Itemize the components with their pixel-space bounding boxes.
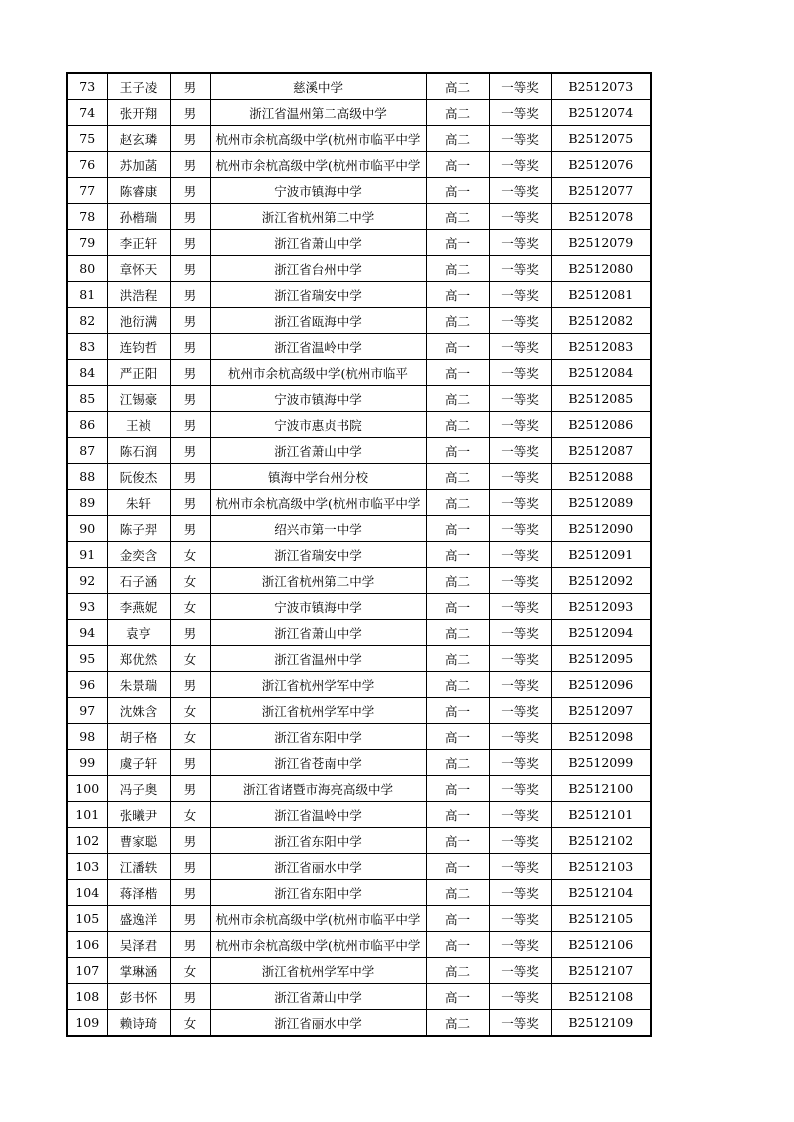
grade-cell: 高一 (426, 854, 489, 880)
student-name-cell: 彭书怀 (107, 984, 170, 1010)
school-cell: 镇海中学台州分校 (210, 464, 426, 490)
student-name-cell: 胡子格 (107, 724, 170, 750)
certificate-number-cell: B2512093 (551, 594, 651, 620)
table-row (67, 490, 651, 516)
table-row (67, 464, 651, 490)
grade-cell: 高二 (426, 620, 489, 646)
row-number-cell: 99 (67, 750, 107, 776)
row-number-cell: 74 (67, 100, 107, 126)
gender-cell: 男 (170, 932, 210, 958)
award-level-cell: 一等奖 (489, 230, 551, 256)
row-number-cell: 80 (67, 256, 107, 282)
table-row (67, 932, 651, 958)
award-list-table (66, 72, 652, 1037)
row-number-cell: 98 (67, 724, 107, 750)
gender-cell: 男 (170, 516, 210, 542)
grade-cell: 高二 (426, 412, 489, 438)
row-number-cell: 100 (67, 776, 107, 802)
table-row (67, 204, 651, 230)
gender-cell: 男 (170, 178, 210, 204)
grade-cell: 高一 (426, 282, 489, 308)
gender-cell: 男 (170, 204, 210, 230)
certificate-number-cell: B2512088 (551, 464, 651, 490)
certificate-number-cell: B2512109 (551, 1010, 651, 1037)
student-name-cell: 蒋泽楷 (107, 880, 170, 906)
grade-cell: 高二 (426, 750, 489, 776)
grade-cell: 高二 (426, 386, 489, 412)
gender-cell: 男 (170, 230, 210, 256)
row-number-cell: 105 (67, 906, 107, 932)
table-row (67, 672, 651, 698)
student-name-cell: 吴泽君 (107, 932, 170, 958)
student-name-cell: 金奕含 (107, 542, 170, 568)
award-level-cell: 一等奖 (489, 568, 551, 594)
school-cell: 浙江省萧山中学 (210, 620, 426, 646)
row-number-cell: 84 (67, 360, 107, 386)
certificate-number-cell: B2512087 (551, 438, 651, 464)
award-level-cell: 一等奖 (489, 256, 551, 282)
certificate-number-cell: B2512103 (551, 854, 651, 880)
row-number-cell: 107 (67, 958, 107, 984)
award-level-cell: 一等奖 (489, 73, 551, 100)
table-row (67, 360, 651, 386)
award-level-cell: 一等奖 (489, 178, 551, 204)
row-number-cell: 81 (67, 282, 107, 308)
certificate-number-cell: B2512084 (551, 360, 651, 386)
student-name-cell: 严正阳 (107, 360, 170, 386)
award-level-cell: 一等奖 (489, 412, 551, 438)
student-name-cell: 盛逸洋 (107, 906, 170, 932)
school-cell: 杭州市余杭高级中学(杭州市临平中学 (210, 490, 426, 516)
student-name-cell: 袁亨 (107, 620, 170, 646)
award-level-cell: 一等奖 (489, 620, 551, 646)
award-level-cell: 一等奖 (489, 906, 551, 932)
certificate-number-cell: B2512091 (551, 542, 651, 568)
award-level-cell: 一等奖 (489, 126, 551, 152)
student-name-cell: 朱轩 (107, 490, 170, 516)
award-level-cell: 一等奖 (489, 646, 551, 672)
student-name-cell: 王子凌 (107, 73, 170, 100)
grade-cell: 高一 (426, 724, 489, 750)
table-row (67, 646, 651, 672)
row-number-cell: 87 (67, 438, 107, 464)
student-name-cell: 朱景瑞 (107, 672, 170, 698)
certificate-number-cell: B2512086 (551, 412, 651, 438)
student-name-cell: 赵玄璘 (107, 126, 170, 152)
certificate-number-cell: B2512108 (551, 984, 651, 1010)
gender-cell: 男 (170, 360, 210, 386)
award-level-cell: 一等奖 (489, 776, 551, 802)
grade-cell: 高一 (426, 828, 489, 854)
certificate-number-cell: B2512107 (551, 958, 651, 984)
certificate-number-cell: B2512083 (551, 334, 651, 360)
student-name-cell: 阮俊杰 (107, 464, 170, 490)
student-name-cell: 郑优然 (107, 646, 170, 672)
student-name-cell: 江潘轶 (107, 854, 170, 880)
table-row (67, 880, 651, 906)
certificate-number-cell: B2512082 (551, 308, 651, 334)
gender-cell: 女 (170, 802, 210, 828)
table-row (67, 386, 651, 412)
gender-cell: 男 (170, 776, 210, 802)
certificate-number-cell: B2512095 (551, 646, 651, 672)
grade-cell: 高一 (426, 906, 489, 932)
gender-cell: 女 (170, 1010, 210, 1037)
grade-cell: 高一 (426, 802, 489, 828)
school-cell: 浙江省东阳中学 (210, 724, 426, 750)
gender-cell: 男 (170, 126, 210, 152)
row-number-cell: 104 (67, 880, 107, 906)
grade-cell: 高一 (426, 178, 489, 204)
grade-cell: 高二 (426, 672, 489, 698)
school-cell: 浙江省瑞安中学 (210, 282, 426, 308)
table-row (67, 412, 651, 438)
school-cell: 慈溪中学 (210, 73, 426, 100)
certificate-number-cell: B2512094 (551, 620, 651, 646)
student-name-cell: 陈石润 (107, 438, 170, 464)
student-name-cell: 池衍满 (107, 308, 170, 334)
table-row (67, 698, 651, 724)
grade-cell: 高一 (426, 932, 489, 958)
certificate-number-cell: B2512077 (551, 178, 651, 204)
gender-cell: 男 (170, 282, 210, 308)
gender-cell: 女 (170, 958, 210, 984)
table-row (67, 308, 651, 334)
award-level-cell: 一等奖 (489, 334, 551, 360)
gender-cell: 男 (170, 828, 210, 854)
certificate-number-cell: B2512102 (551, 828, 651, 854)
grade-cell: 高一 (426, 984, 489, 1010)
gender-cell: 女 (170, 724, 210, 750)
certificate-number-cell: B2512089 (551, 490, 651, 516)
award-level-cell: 一等奖 (489, 152, 551, 178)
certificate-number-cell: B2512078 (551, 204, 651, 230)
gender-cell: 男 (170, 750, 210, 776)
row-number-cell: 82 (67, 308, 107, 334)
gender-cell: 男 (170, 672, 210, 698)
row-number-cell: 78 (67, 204, 107, 230)
gender-cell: 男 (170, 620, 210, 646)
school-cell: 浙江省杭州学军中学 (210, 958, 426, 984)
certificate-number-cell: B2512076 (551, 152, 651, 178)
school-cell: 浙江省杭州第二中学 (210, 204, 426, 230)
table-row (67, 126, 651, 152)
award-level-cell: 一等奖 (489, 204, 551, 230)
award-level-cell: 一等奖 (489, 282, 551, 308)
school-cell: 浙江省台州中学 (210, 256, 426, 282)
gender-cell: 男 (170, 256, 210, 282)
certificate-number-cell: B2512079 (551, 230, 651, 256)
award-level-cell: 一等奖 (489, 308, 551, 334)
school-cell: 浙江省东阳中学 (210, 828, 426, 854)
award-level-cell: 一等奖 (489, 542, 551, 568)
row-number-cell: 76 (67, 152, 107, 178)
table-row (67, 516, 651, 542)
gender-cell: 女 (170, 594, 210, 620)
table-row (67, 568, 651, 594)
award-level-cell: 一等奖 (489, 750, 551, 776)
gender-cell: 男 (170, 490, 210, 516)
school-cell: 浙江省瓯海中学 (210, 308, 426, 334)
gender-cell: 男 (170, 412, 210, 438)
table-row (67, 594, 651, 620)
table-body (67, 73, 651, 1036)
student-name-cell: 张开翔 (107, 100, 170, 126)
school-cell: 浙江省萧山中学 (210, 984, 426, 1010)
award-level-cell: 一等奖 (489, 854, 551, 880)
school-cell: 浙江省丽水中学 (210, 1010, 426, 1037)
table-row (67, 438, 651, 464)
table-row (67, 282, 651, 308)
grade-cell: 高二 (426, 646, 489, 672)
grade-cell: 高二 (426, 100, 489, 126)
gender-cell: 男 (170, 438, 210, 464)
table-row (67, 776, 651, 802)
certificate-number-cell: B2512100 (551, 776, 651, 802)
school-cell: 杭州市余杭高级中学(杭州市临平中学 (210, 126, 426, 152)
table-row (67, 152, 651, 178)
table-row (67, 750, 651, 776)
table-row (67, 100, 651, 126)
award-level-cell: 一等奖 (489, 880, 551, 906)
table-row (67, 802, 651, 828)
row-number-cell: 108 (67, 984, 107, 1010)
award-level-cell: 一等奖 (489, 516, 551, 542)
certificate-number-cell: B2512081 (551, 282, 651, 308)
student-name-cell: 李燕妮 (107, 594, 170, 620)
school-cell: 浙江省杭州学军中学 (210, 672, 426, 698)
gender-cell: 男 (170, 334, 210, 360)
table-row (67, 828, 651, 854)
student-name-cell: 张曦尹 (107, 802, 170, 828)
certificate-number-cell: B2512074 (551, 100, 651, 126)
gender-cell: 男 (170, 464, 210, 490)
school-cell: 浙江省萧山中学 (210, 230, 426, 256)
award-level-cell: 一等奖 (489, 698, 551, 724)
school-cell: 杭州市余杭高级中学(杭州市临平中学 (210, 152, 426, 178)
table-row (67, 620, 651, 646)
gender-cell: 男 (170, 880, 210, 906)
student-name-cell: 冯子奥 (107, 776, 170, 802)
gender-cell: 男 (170, 984, 210, 1010)
grade-cell: 高一 (426, 698, 489, 724)
grade-cell: 高二 (426, 490, 489, 516)
row-number-cell: 73 (67, 73, 107, 100)
certificate-number-cell: B2512090 (551, 516, 651, 542)
table-row (67, 854, 651, 880)
school-cell: 杭州市余杭高级中学(杭州市临平中学 (210, 906, 426, 932)
gender-cell: 男 (170, 152, 210, 178)
row-number-cell: 103 (67, 854, 107, 880)
table-row (67, 256, 651, 282)
student-name-cell: 连钧哲 (107, 334, 170, 360)
school-cell: 浙江省苍南中学 (210, 750, 426, 776)
certificate-number-cell: B2512080 (551, 256, 651, 282)
student-name-cell: 苏加菡 (107, 152, 170, 178)
certificate-number-cell: B2512104 (551, 880, 651, 906)
award-level-cell: 一等奖 (489, 1010, 551, 1037)
school-cell: 浙江省杭州第二中学 (210, 568, 426, 594)
student-name-cell: 石子涵 (107, 568, 170, 594)
award-level-cell: 一等奖 (489, 802, 551, 828)
school-cell: 宁波市镇海中学 (210, 594, 426, 620)
award-level-cell: 一等奖 (489, 490, 551, 516)
school-cell: 浙江省东阳中学 (210, 880, 426, 906)
award-level-cell: 一等奖 (489, 958, 551, 984)
certificate-number-cell: B2512106 (551, 932, 651, 958)
grade-cell: 高二 (426, 568, 489, 594)
award-level-cell: 一等奖 (489, 724, 551, 750)
student-name-cell: 掌琳涵 (107, 958, 170, 984)
table-row (67, 984, 651, 1010)
award-level-cell: 一等奖 (489, 828, 551, 854)
row-number-cell: 86 (67, 412, 107, 438)
student-name-cell: 陈子羿 (107, 516, 170, 542)
table-row (67, 958, 651, 984)
school-cell: 浙江省萧山中学 (210, 438, 426, 464)
certificate-number-cell: B2512098 (551, 724, 651, 750)
table-row (67, 1010, 651, 1037)
certificate-number-cell: B2512096 (551, 672, 651, 698)
grade-cell: 高一 (426, 542, 489, 568)
row-number-cell: 94 (67, 620, 107, 646)
student-name-cell: 江锡豪 (107, 386, 170, 412)
grade-cell: 高一 (426, 334, 489, 360)
row-number-cell: 77 (67, 178, 107, 204)
school-cell: 浙江省温州第二高级中学 (210, 100, 426, 126)
gender-cell: 女 (170, 568, 210, 594)
certificate-number-cell: B2512099 (551, 750, 651, 776)
award-level-cell: 一等奖 (489, 932, 551, 958)
row-number-cell: 102 (67, 828, 107, 854)
school-cell: 宁波市镇海中学 (210, 386, 426, 412)
award-level-cell: 一等奖 (489, 672, 551, 698)
student-name-cell: 王祯 (107, 412, 170, 438)
certificate-number-cell: B2512092 (551, 568, 651, 594)
certificate-number-cell: B2512105 (551, 906, 651, 932)
row-number-cell: 101 (67, 802, 107, 828)
grade-cell: 高二 (426, 204, 489, 230)
grade-cell: 高二 (426, 308, 489, 334)
student-name-cell: 洪浩程 (107, 282, 170, 308)
grade-cell: 高一 (426, 360, 489, 386)
gender-cell: 女 (170, 646, 210, 672)
gender-cell: 男 (170, 73, 210, 100)
table-row (67, 73, 651, 100)
table-row (67, 230, 651, 256)
row-number-cell: 93 (67, 594, 107, 620)
grade-cell: 高一 (426, 438, 489, 464)
grade-cell: 高二 (426, 958, 489, 984)
gender-cell: 男 (170, 906, 210, 932)
grade-cell: 高一 (426, 152, 489, 178)
grade-cell: 高二 (426, 126, 489, 152)
table-row (67, 906, 651, 932)
row-number-cell: 90 (67, 516, 107, 542)
student-name-cell: 沈姝含 (107, 698, 170, 724)
row-number-cell: 89 (67, 490, 107, 516)
row-number-cell: 83 (67, 334, 107, 360)
gender-cell: 男 (170, 308, 210, 334)
certificate-number-cell: B2512073 (551, 73, 651, 100)
gender-cell: 男 (170, 386, 210, 412)
grade-cell: 高一 (426, 230, 489, 256)
school-cell: 浙江省丽水中学 (210, 854, 426, 880)
student-name-cell: 曹家聪 (107, 828, 170, 854)
gender-cell: 女 (170, 698, 210, 724)
award-level-cell: 一等奖 (489, 386, 551, 412)
grade-cell: 高一 (426, 516, 489, 542)
grade-cell: 高一 (426, 776, 489, 802)
row-number-cell: 88 (67, 464, 107, 490)
row-number-cell: 85 (67, 386, 107, 412)
school-cell: 杭州市余杭高级中学(杭州市临平 (210, 360, 426, 386)
award-level-cell: 一等奖 (489, 594, 551, 620)
grade-cell: 高二 (426, 464, 489, 490)
student-name-cell: 李正轩 (107, 230, 170, 256)
row-number-cell: 97 (67, 698, 107, 724)
student-name-cell: 章怀天 (107, 256, 170, 282)
grade-cell: 高二 (426, 880, 489, 906)
row-number-cell: 92 (67, 568, 107, 594)
table-row (67, 178, 651, 204)
row-number-cell: 106 (67, 932, 107, 958)
school-cell: 绍兴市第一中学 (210, 516, 426, 542)
gender-cell: 女 (170, 542, 210, 568)
table-row (67, 542, 651, 568)
certificate-number-cell: B2512101 (551, 802, 651, 828)
table-row (67, 724, 651, 750)
school-cell: 浙江省杭州学军中学 (210, 698, 426, 724)
award-level-cell: 一等奖 (489, 984, 551, 1010)
row-number-cell: 75 (67, 126, 107, 152)
row-number-cell: 91 (67, 542, 107, 568)
table-row (67, 334, 651, 360)
school-cell: 宁波市惠贞书院 (210, 412, 426, 438)
student-name-cell: 陈睿康 (107, 178, 170, 204)
gender-cell: 男 (170, 854, 210, 880)
row-number-cell: 96 (67, 672, 107, 698)
certificate-number-cell: B2512097 (551, 698, 651, 724)
school-cell: 浙江省温岭中学 (210, 802, 426, 828)
award-level-cell: 一等奖 (489, 438, 551, 464)
school-cell: 杭州市余杭高级中学(杭州市临平中学 (210, 932, 426, 958)
award-level-cell: 一等奖 (489, 100, 551, 126)
student-name-cell: 赖诗琦 (107, 1010, 170, 1037)
school-cell: 浙江省温岭中学 (210, 334, 426, 360)
certificate-number-cell: B2512075 (551, 126, 651, 152)
certificate-number-cell: B2512085 (551, 386, 651, 412)
grade-cell: 高二 (426, 1010, 489, 1037)
school-cell: 浙江省温州中学 (210, 646, 426, 672)
row-number-cell: 109 (67, 1010, 107, 1037)
award-level-cell: 一等奖 (489, 360, 551, 386)
row-number-cell: 79 (67, 230, 107, 256)
gender-cell: 男 (170, 100, 210, 126)
grade-cell: 高二 (426, 256, 489, 282)
student-name-cell: 虞子轩 (107, 750, 170, 776)
grade-cell: 高一 (426, 594, 489, 620)
award-level-cell: 一等奖 (489, 464, 551, 490)
grade-cell: 高二 (426, 73, 489, 100)
school-cell: 宁波市镇海中学 (210, 178, 426, 204)
school-cell: 浙江省瑞安中学 (210, 542, 426, 568)
school-cell: 浙江省诸暨市海亮高级中学 (210, 776, 426, 802)
student-name-cell: 孙楷瑞 (107, 204, 170, 230)
row-number-cell: 95 (67, 646, 107, 672)
